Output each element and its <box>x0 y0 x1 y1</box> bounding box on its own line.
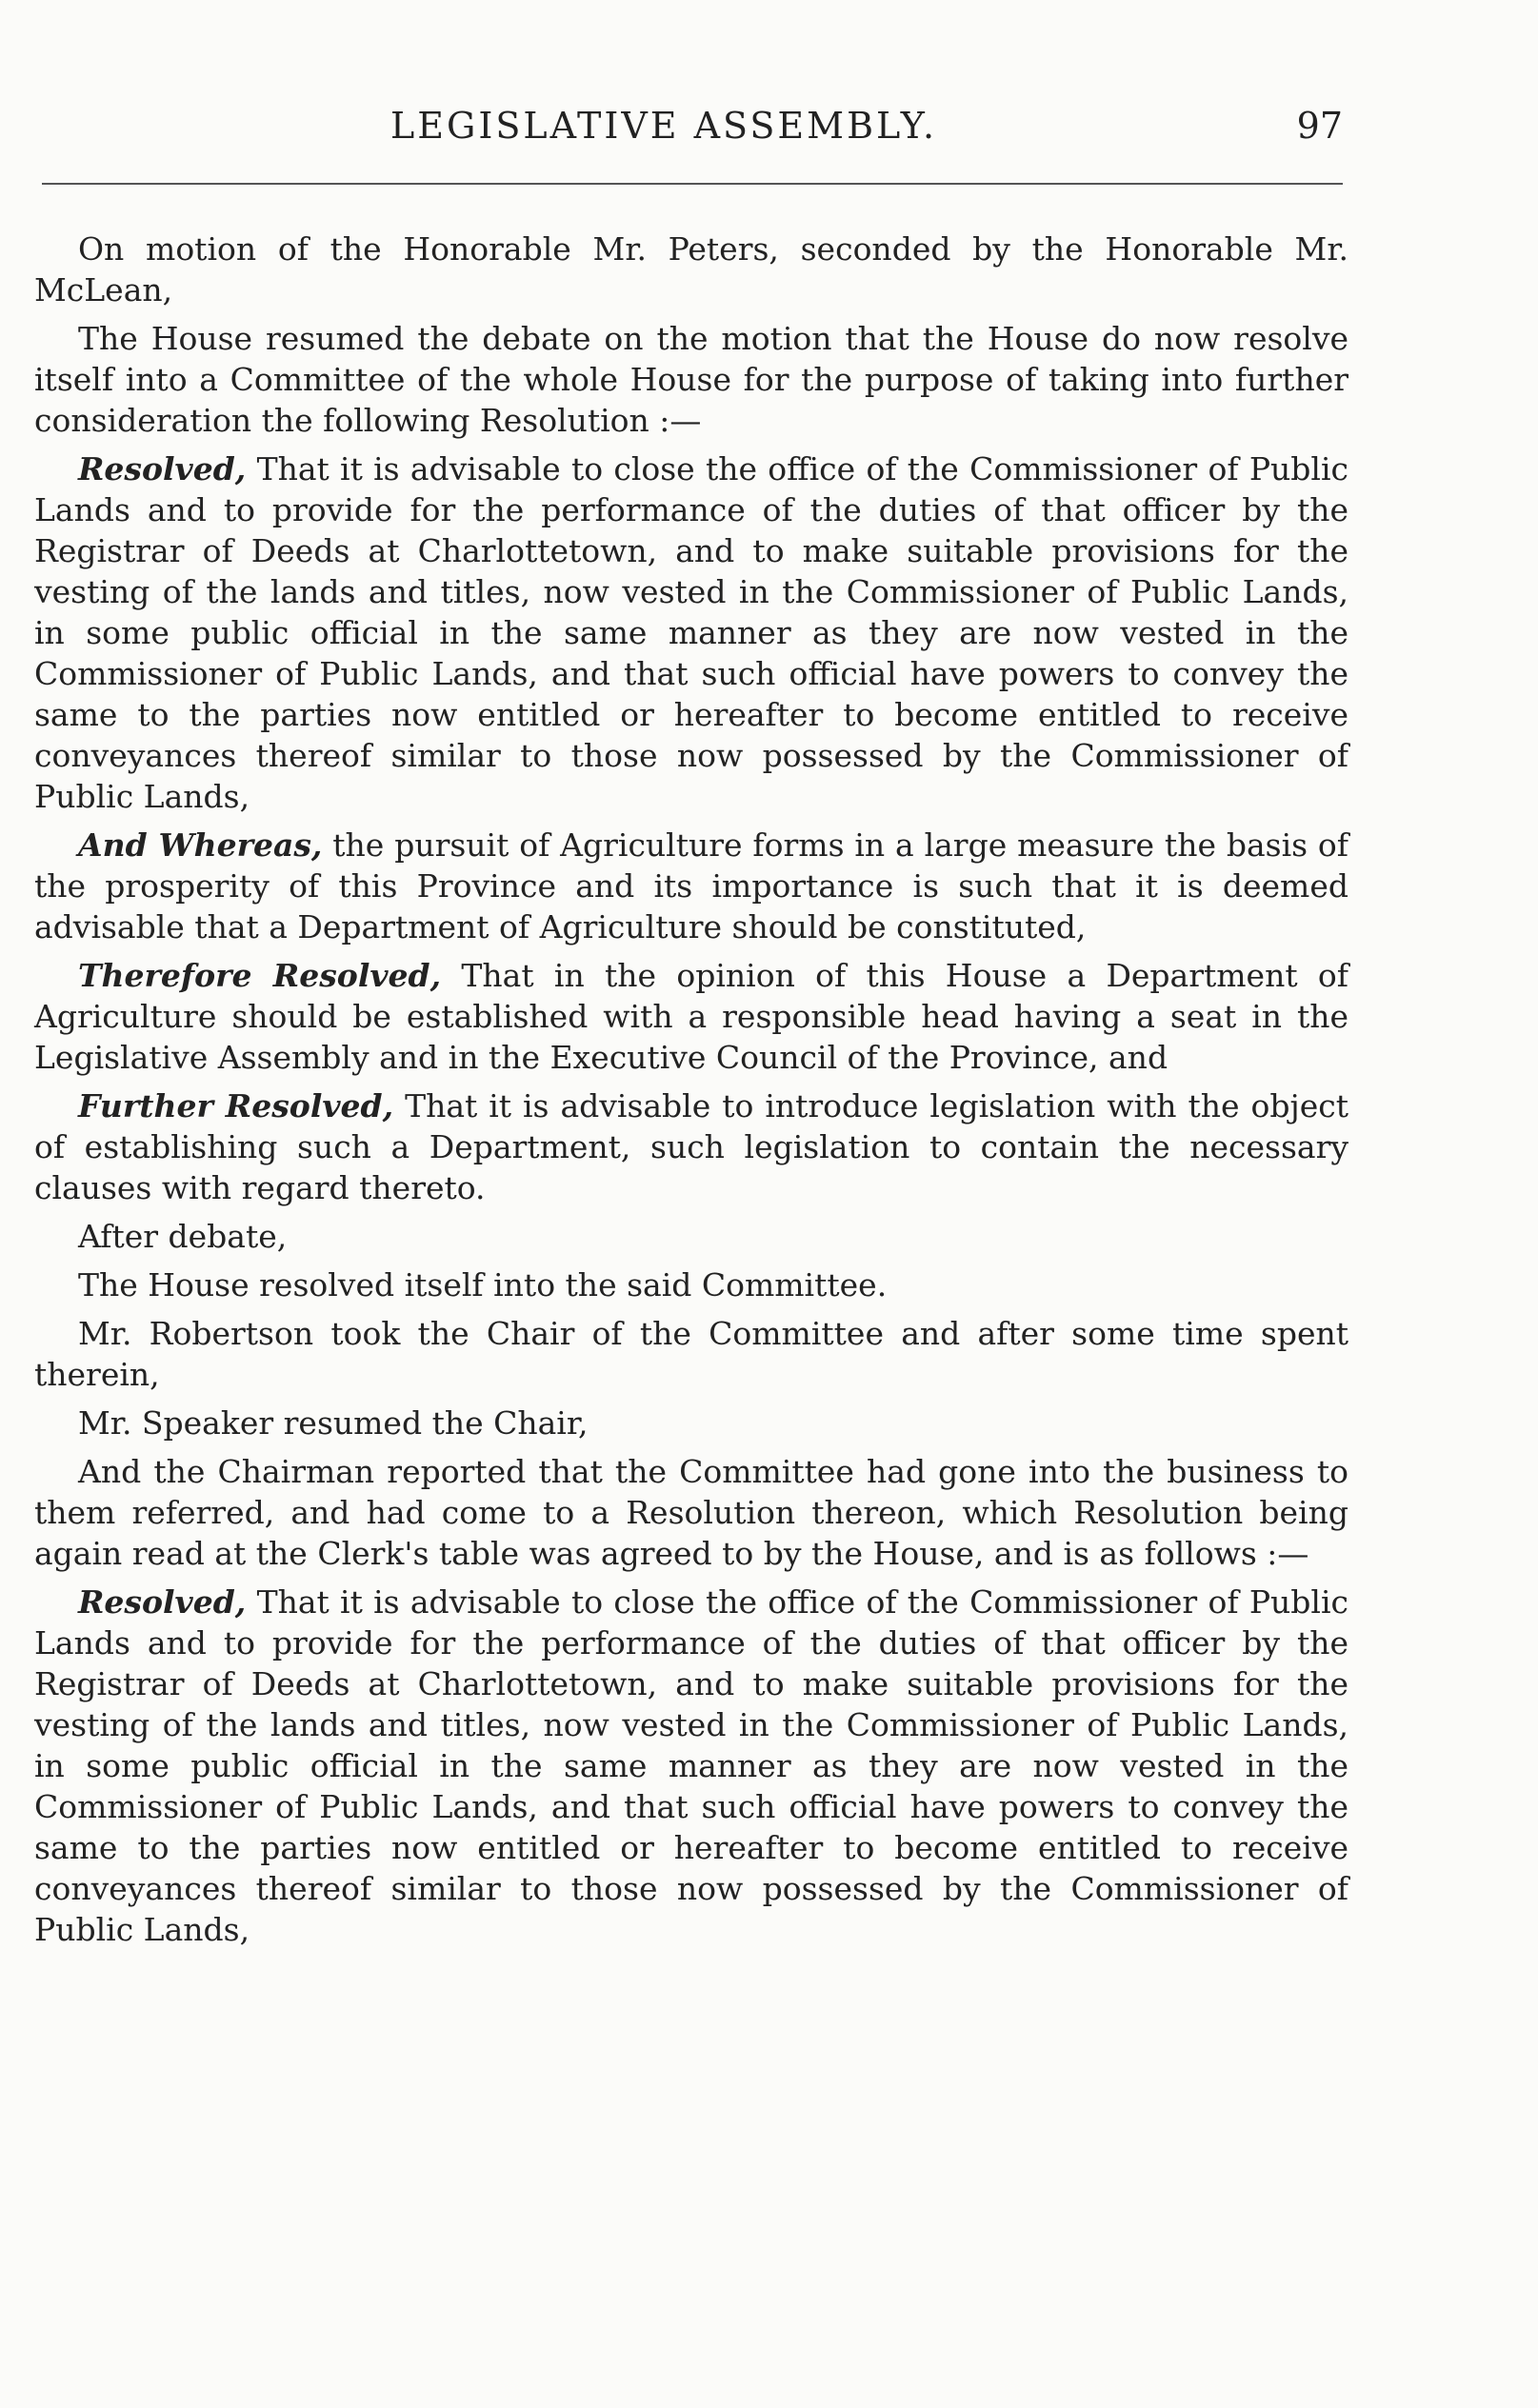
paragraph <box>34 1085 1348 1208</box>
paragraph-text: Mr. Speaker resumed the Chair, <box>78 1404 589 1442</box>
paragraph <box>34 1313 1348 1395</box>
paragraph <box>34 825 1348 947</box>
paragraph <box>34 448 1348 817</box>
header-divider <box>42 183 1343 185</box>
paragraph <box>34 318 1348 441</box>
document-body <box>34 229 1348 1958</box>
paragraph-text: That it is advisable to close the office of the Commissioner of Public Lands and to provide for the performance of the duties of that officer by the Registrar of Deeds at Charlottetown, and to make suitable provisions for the vesting of the lands and titles, now vested in the Commissioner of Public Lands, in some public official in the same manner as they are now vested in the Commissioner of Public Lands, and that such official have powers to convey the same to the parties now entitled or hereafter to become entitled to receive conveyances thereof similar to those now possessed by the Commissioner of Public Lands, <box>34 450 1348 815</box>
paragraph-lead: Resolved, <box>78 1583 247 1621</box>
paragraph <box>34 1451 1348 1574</box>
page-header <box>390 105 1343 162</box>
paragraph-text: After debate, <box>78 1218 288 1255</box>
paragraph-text: the pursuit of Agriculture forms in a large measure the basis of the prosperity of this Province and its importance is such that it is deemed advisable that a Department of Agriculture should be constituted, <box>34 826 1349 945</box>
paragraph-lead: Resolved, <box>78 450 247 488</box>
paragraph <box>34 1403 1348 1443</box>
paragraph-text: The House resumed the debate on the motion that the House do now resolve itself into a Committee of the whole House for the purpose of taking into further consideration the following Resolution :— <box>34 320 1348 439</box>
running-title: LEGISLATIVE ASSEMBLY. <box>390 105 938 147</box>
paragraph-text: That it is advisable to close the office of the Commissioner of Public Lands and to provide for the performance of the duties of that officer by the Registrar of Deeds at Charlottetown, and to make suitable provisions for the vesting of the lands and titles, now vested in the Commissioner of Public Lands, in some public official in the same manner as they are now vested in the Commissioner of Public Lands, and that such official have powers to convey the same to the parties now entitled or hereafter to become entitled to receive conveyances thereof similar to those now possessed by the Commissioner of Public Lands, <box>34 1583 1348 1948</box>
paragraph <box>34 1264 1348 1305</box>
paragraph-lead: And Whereas, <box>78 826 323 864</box>
paragraph <box>34 229 1348 310</box>
paragraph-text: On motion of the Honorable Mr. Peters, seconded by the Honorable Mr. McLean, <box>34 230 1348 308</box>
paragraph-text: That in the opinion of this House a Department of Agriculture should be established with a responsible head having a seat in the Legislative Assembly and in the Executive Council of the Province, and <box>34 957 1348 1076</box>
paragraph-text: The House resolved itself into the said Committee. <box>78 1266 888 1304</box>
paragraph-text: And the Chairman reported that the Committee had gone into the business to them referred, and had come to a Resolution thereon, which Resolution being again read at the Clerk's table was agreed to by the House, and is as follows :— <box>34 1453 1348 1572</box>
paragraph-lead: Further Resolved, <box>78 1087 394 1124</box>
paragraph <box>34 1216 1348 1257</box>
paragraph-text: That it is advisable to introduce legislation with the object of establishing such a Department, such legislation to contain the necessary clauses with regard thereto. <box>34 1087 1348 1206</box>
paragraph <box>34 1582 1348 1950</box>
paragraph-text: Mr. Robertson took the Chair of the Committee and after some time spent therein, <box>34 1315 1348 1393</box>
paragraph <box>34 955 1348 1078</box>
paragraph-lead: Therefore Resolved, <box>78 957 442 994</box>
page-number: 97 <box>1296 105 1343 147</box>
